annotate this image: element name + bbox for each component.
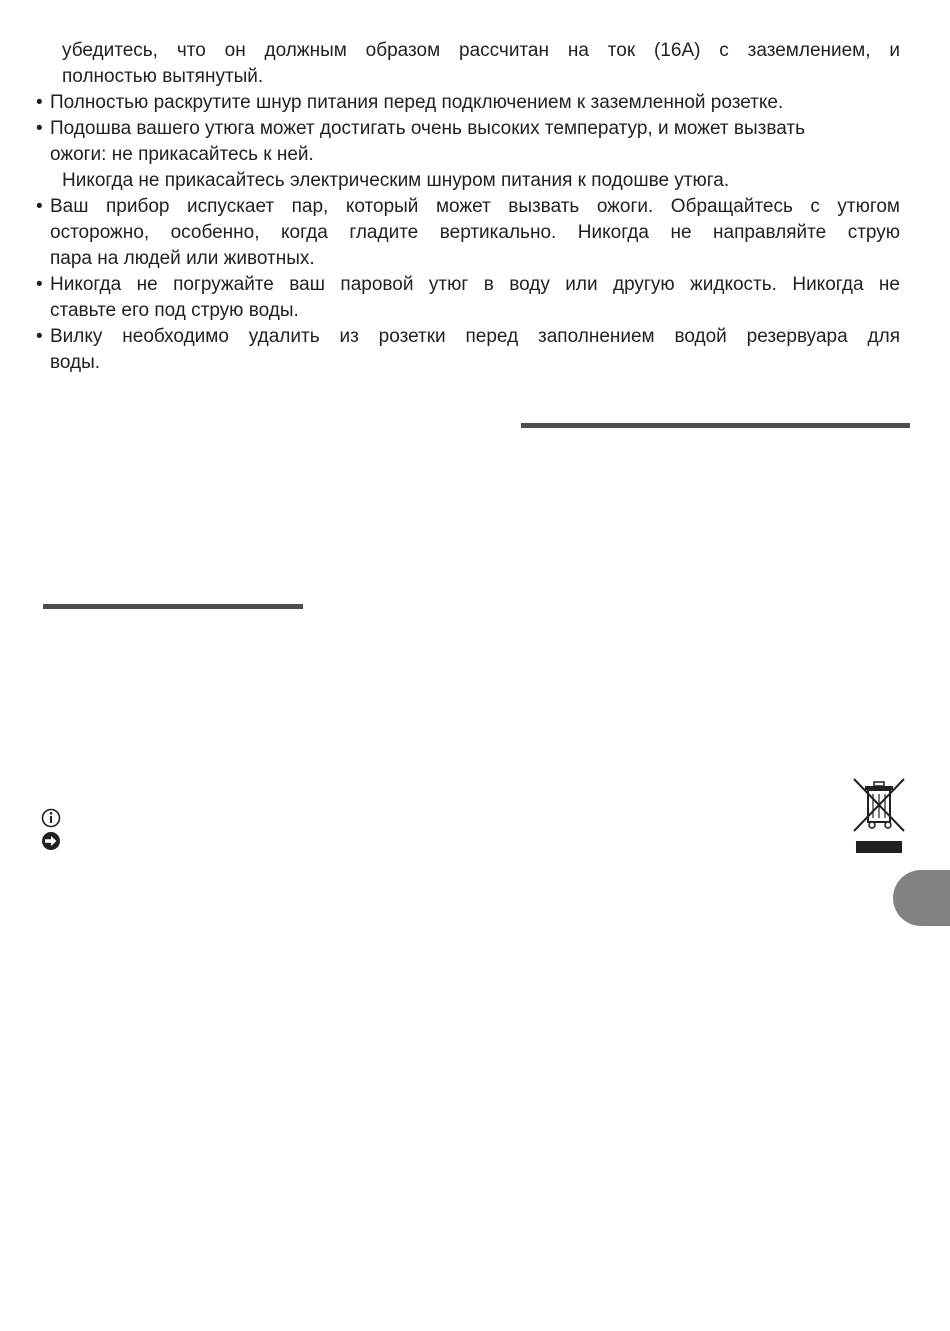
section-rule-right: [521, 423, 910, 428]
crossed-out-bin-icon: [851, 776, 907, 834]
text-line: Ваш прибор испускает пар, который может вызвать ожоги. Обращайтесь с утюгом: [50, 196, 900, 217]
arrow-right-icon: [41, 831, 61, 851]
bullet: •: [36, 92, 43, 113]
list-item: [36, 90, 900, 116]
section-rule-left: [43, 604, 303, 609]
safety-instructions: [36, 38, 900, 376]
list-item: [36, 194, 900, 220]
info-icon: [41, 808, 61, 828]
bullet: •: [36, 196, 43, 217]
text-line: Никогда не прикасайтесь электрическим шнуром питания к подошве утюга.: [62, 170, 730, 191]
list-item: [36, 324, 900, 350]
language-side-tab: [893, 870, 950, 926]
text-line: ожоги: не прикасайтесь к ней.: [50, 144, 314, 165]
text-line: пара на людей или животных.: [50, 248, 315, 269]
text-line: Полностью раскрутите шнур питания перед подключением к заземленной розетке.: [50, 92, 784, 113]
text-line: Никогда не погружайте ваш паровой утюг в воду или другую жидкость. Никогда не: [50, 274, 900, 295]
list-item: [36, 272, 900, 298]
bullet: •: [36, 274, 43, 295]
text-line: убедитесь, что он должным образом рассчитан на ток (16А) с заземлением, и: [62, 40, 900, 61]
text-line: воды.: [50, 352, 101, 373]
bullet: •: [36, 118, 43, 139]
text-line: полностью вытянутый.: [62, 66, 264, 87]
bullet: •: [36, 326, 43, 347]
text-line: Вилку необходимо удалить из розетки перед заполнением водой резервуара для: [50, 326, 900, 347]
text-line: осторожно, особенно, когда гладите вертикально. Никогда не направляйте струю: [50, 222, 900, 243]
list-item: [36, 116, 900, 142]
bin-underline-bar: [856, 841, 902, 853]
text-line: Подошва вашего утюга может достигать очень высоких температур, и может вызвать: [50, 118, 805, 139]
text-line: ставьте его под струю воды.: [50, 300, 299, 321]
